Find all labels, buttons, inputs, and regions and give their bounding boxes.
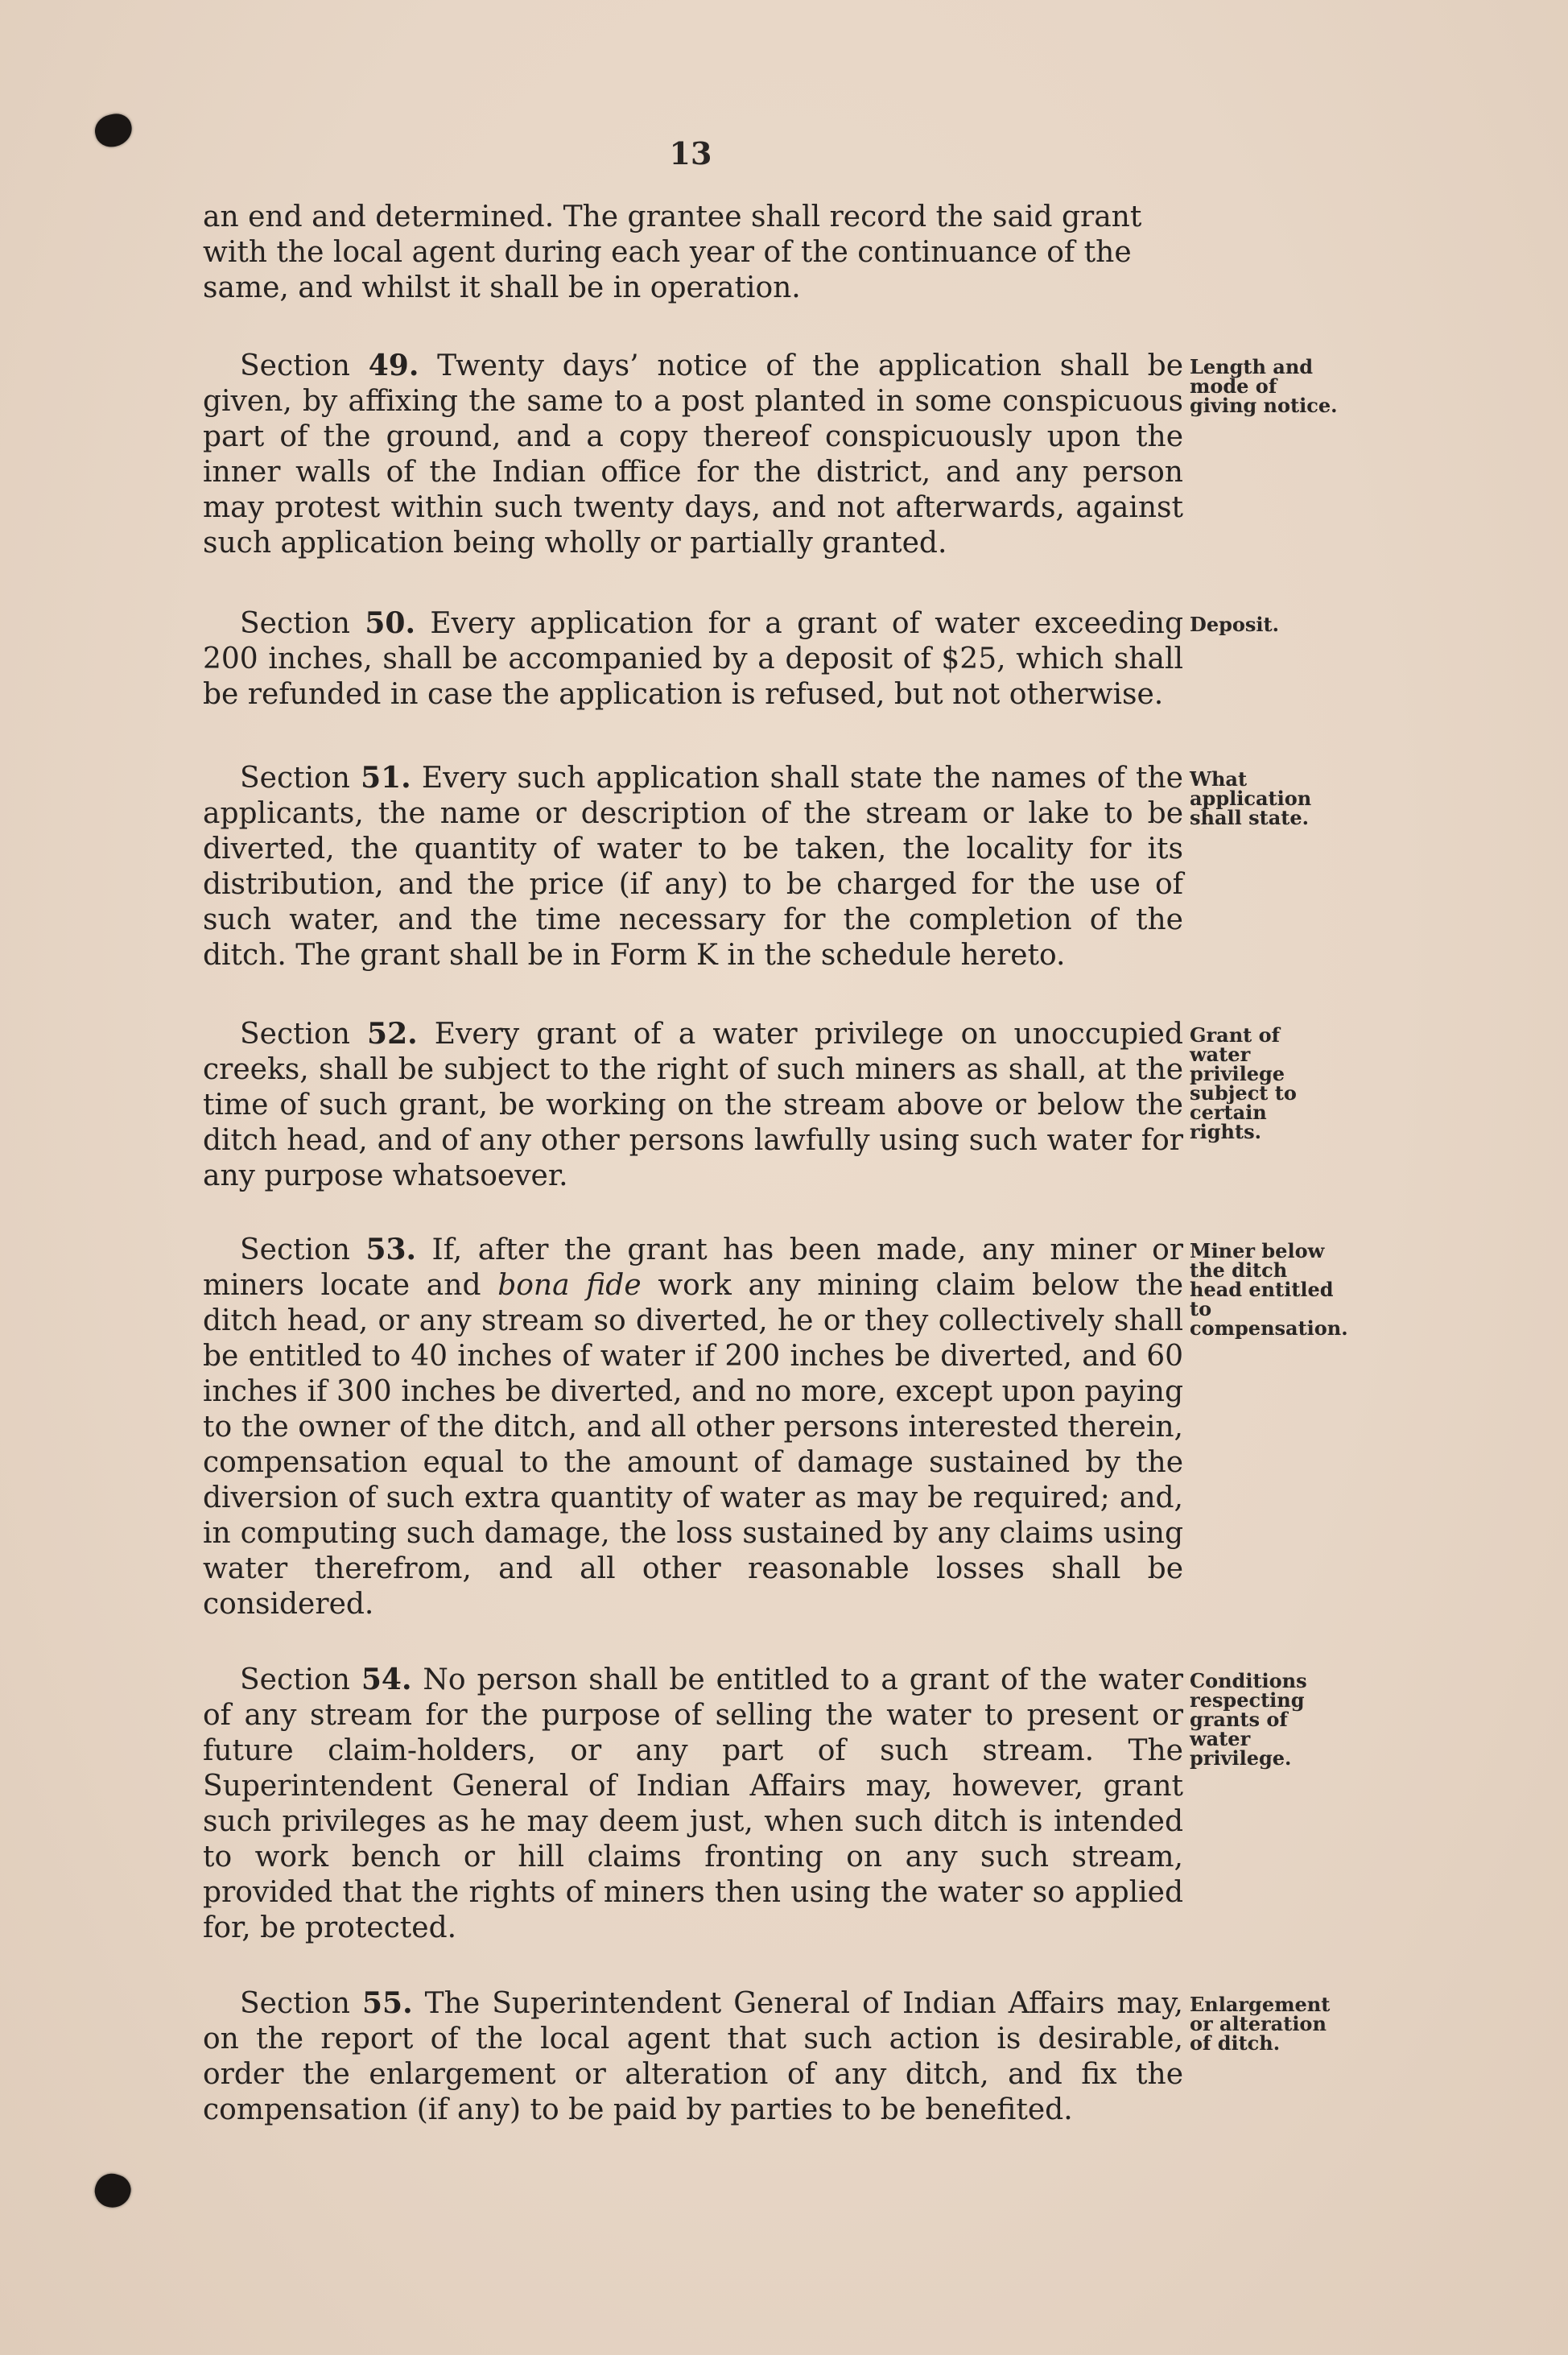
section-52-text: Every grant of a water privilege on unoccupied creeks, shall be subject to the right of such miners as shall, at the time of such grant, be working on the stream above or below the ditch head, and of any other persons lawfully using such water for any purpose whatsoever. xyxy=(203,1018,1183,1192)
section-55-text: The Superintendent General of Indian Affairs may, on the report of the local agent that such action is desirable, order the enlargement or alteration of any ditch, and fix the compensation (if any) to be paid by parties to be benefited. xyxy=(203,1987,1183,2126)
section-54-label: Section xyxy=(240,1663,350,1696)
section-49-paragraph xyxy=(203,348,1183,561)
section-52-label: Section xyxy=(240,1018,350,1051)
section-53-paragraph xyxy=(203,1232,1183,1622)
section-50 xyxy=(203,605,1183,713)
section-50-paragraph xyxy=(203,605,1183,713)
margin-note-section-49: Length and mode of giving notice. xyxy=(1190,355,1338,417)
section-49-label: Section xyxy=(240,349,350,382)
section-51 xyxy=(203,760,1183,973)
intro-text: an end and determined. The grantee shall record the said grant with the local agent during each year of the continuance of the same, and whilst it shall be in operation. xyxy=(203,200,1142,304)
section-50-label: Section xyxy=(240,607,350,640)
section-55 xyxy=(203,1985,1183,2128)
margin-note-section-54: Conditions respecting grants of water privilege. xyxy=(1190,1669,1307,1770)
section-53-text-italic: bona fide xyxy=(497,1269,642,1302)
margin-note-section-53: Miner below the ditch head entitled to compensation. xyxy=(1190,1239,1348,1340)
section-51-text: Every such application shall state the names of the applicants, the name or description of the stream or lake to be diverted, the quantity of water to be taken, the locality for its distribution, and the price (if any) to be charged for the use of such water, and the time necessary for the completion of the ditch. The grant shall be in Form K in the schedule hereto. xyxy=(203,762,1183,972)
margin-note-section-51: What application shall state. xyxy=(1190,767,1312,829)
section-51-number: 51. xyxy=(361,761,411,795)
section-50-text: Every application for a grant of water exceeding 200 inches, shall be accompanied by a deposit of $25, which shall be refunded in case the application is refused, but not otherwise. xyxy=(203,607,1183,711)
section-53 xyxy=(203,1232,1183,1622)
section-53-label: Section xyxy=(240,1233,350,1266)
section-55-paragraph xyxy=(203,1985,1183,2128)
section-52-paragraph xyxy=(203,1016,1183,1194)
section-52 xyxy=(203,1016,1183,1194)
section-49-text: Twenty days’ notice of the application shall be given, by affixing the same to a post planted in some conspicuous part of the ground, and a copy thereof conspicuously upon the inner walls of the Indian office for the district, and any person may protest within such twenty days, and not afterwards, against such application being wholly or partially granted. xyxy=(203,349,1183,560)
margin-note-section-50: Deposit. xyxy=(1190,613,1279,636)
section-54-text: No person shall be entitled to a grant of the water of any stream for the purpose of selling the water to present or future claim-holders, or any part of such stream. The Superintendent General of Indian Affairs may, however, grant such privileges as he may deem just, when such ditch is intended to work bench or hill claims fronting on any such stream, provided that the rights of miners then using the water so applied for, be protected. xyxy=(203,1663,1183,1944)
section-54 xyxy=(203,1662,1183,1946)
section-52-number: 52. xyxy=(367,1017,418,1051)
section-49-number: 49. xyxy=(368,349,419,382)
section-51-label: Section xyxy=(240,762,350,795)
binding-hole-bottom xyxy=(91,2169,135,2212)
section-51-paragraph xyxy=(203,760,1183,973)
section-53-text-after: work any mining claim below the ditch head, or any stream so diverted, he or they collectively shall be entitled to 40 inches of water if 200 inches be diverted, and 60 inches if 300 inches be diverted, and no more, except upon paying to the owner of the ditch, and all other persons interested therein, compensation equal to the amount of damage sustained by the diversion of such extra quantity of water as may be required; and, in computing such damage, the loss sustained by any claims using water therefrom, and all other reasonable losses shall be considered. xyxy=(203,1269,1183,1621)
section-55-number: 55. xyxy=(362,1986,413,2020)
section-53-text-before: If, after the grant has been made, any miner or miners locate and xyxy=(203,1233,1183,1302)
section-49 xyxy=(203,348,1183,561)
section-54-number: 54. xyxy=(361,1663,412,1696)
section-54-paragraph xyxy=(203,1662,1183,1946)
section-50-number: 50. xyxy=(365,606,415,640)
section-53-number: 53. xyxy=(365,1233,417,1266)
margin-note-section-55: Enlargement or alteration of ditch. xyxy=(1190,1993,1331,2055)
margin-note-section-52: Grant of water privilege subject to certain rights. xyxy=(1190,1023,1297,1143)
intro-paragraph xyxy=(203,200,1183,306)
section-55-label: Section xyxy=(240,1987,350,2020)
page-number: 13 xyxy=(669,135,712,171)
